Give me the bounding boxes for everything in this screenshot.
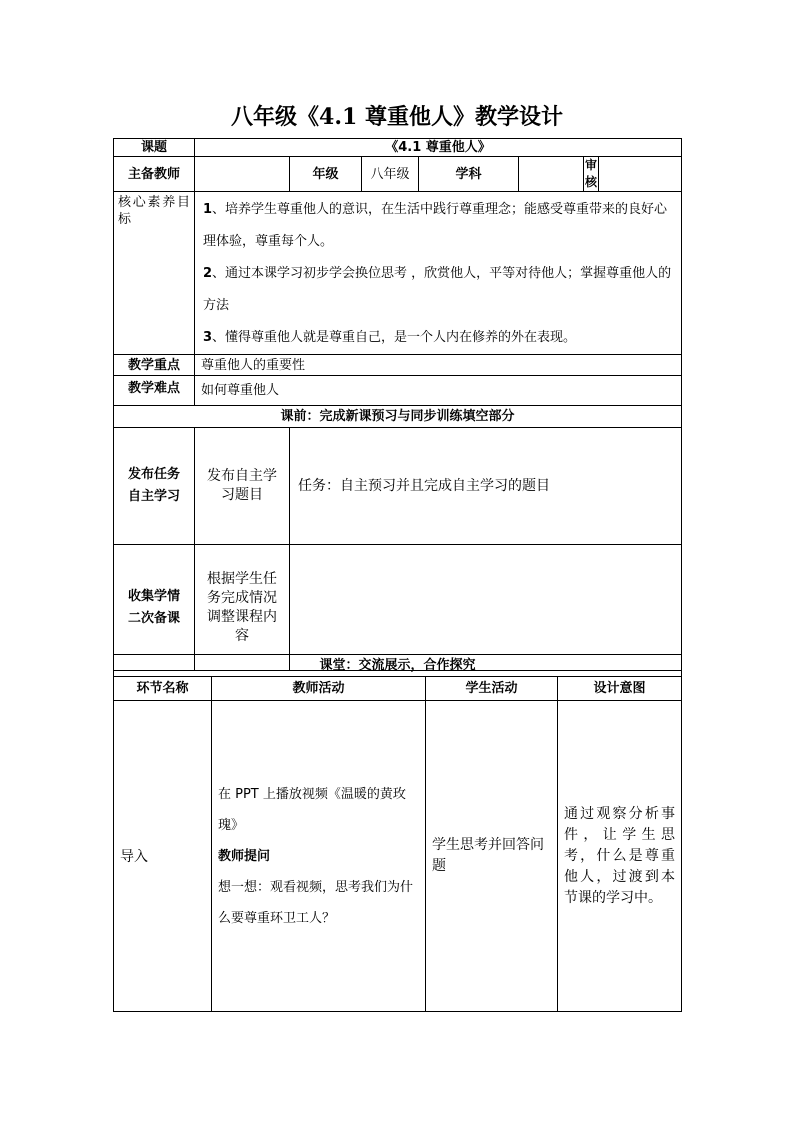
teacher-label: 主备教师 (114, 157, 195, 192)
goal-item: 2、通过本课学习初步学会换位思考 ，欣赏他人，平等对待他人；掌握尊重他人的方法 (203, 266, 672, 313)
stage-cell: 导入 (114, 701, 212, 1012)
review-label: 审核 (584, 157, 599, 192)
in-class-header: 课堂：交流展示，合作探究 (114, 655, 682, 677)
grade-value: 八年级 (362, 157, 419, 192)
task-label: 发布任务 自主学习 (114, 428, 195, 545)
in-class-table (113, 654, 682, 1012)
table-row (114, 701, 682, 1012)
page-title: 八年级《4.1 尊重他人》教学设计 (231, 104, 563, 130)
student-activity-cell: 学生思考并回答问题 (426, 701, 558, 1012)
topic-value: 《4.1 尊重他人》 (195, 139, 682, 157)
goals-label-text: 核心素养目标 (118, 195, 190, 227)
subject-label: 学科 (419, 157, 519, 192)
collect-text (290, 545, 682, 671)
col-intent-header: 设计意图 (558, 677, 682, 701)
key-point-label: 教学重点 (114, 355, 195, 376)
difficulty-label: 教学难点 (114, 376, 195, 406)
col-student-header: 学生活动 (426, 677, 558, 701)
topic-label: 课题 (114, 139, 195, 157)
task-column: 发布自主学习题目 (195, 428, 290, 545)
goal-item: 1、培养学生尊重他人的意识，在生活中践行尊重理念；能感受尊重带来的良好心理体验，尊重每个人。 (203, 202, 668, 249)
teacher-activity-cell (212, 701, 426, 1012)
pre-class-header: 课前：完成新课预习与同步训练填空部分 (114, 406, 682, 428)
goals-label (114, 192, 195, 355)
grade-label: 年级 (290, 157, 362, 192)
task-text: 任务：自主预习并且完成自主学习的题目 (290, 428, 682, 545)
subject-value (519, 157, 584, 192)
teacher-line: 在 PPT 上播放视频《温暖的黄玫瑰》 (218, 786, 406, 833)
teacher-question-label: 教师提问 (218, 848, 271, 864)
difficulty-value: 如何尊重他人 (195, 376, 682, 406)
goal-item: 3、懂得尊重他人就是尊重自己，是一个人内在修养的外在表现。 (203, 330, 577, 345)
collect-label: 收集学情 二次备课 (114, 545, 195, 671)
review-value (599, 157, 682, 192)
design-intent-cell: 通过观察分析事件，让学生思考，什么是尊重他人，过渡到本节课的学习中。 (558, 701, 682, 1012)
teacher-value (195, 157, 290, 192)
collect-column: 根据学生任务完成情况调整课程内容 (195, 545, 290, 671)
goals-content (195, 192, 682, 355)
key-point-value: 尊重他人的重要性 (195, 355, 682, 376)
col-teacher-header: 教师活动 (212, 677, 426, 701)
col-stage-header: 环节名称 (114, 677, 212, 701)
lesson-info-table (113, 138, 682, 671)
teacher-line: 想一想：观看视频，思考我们为什么要尊重环卫工人？ (218, 879, 414, 926)
